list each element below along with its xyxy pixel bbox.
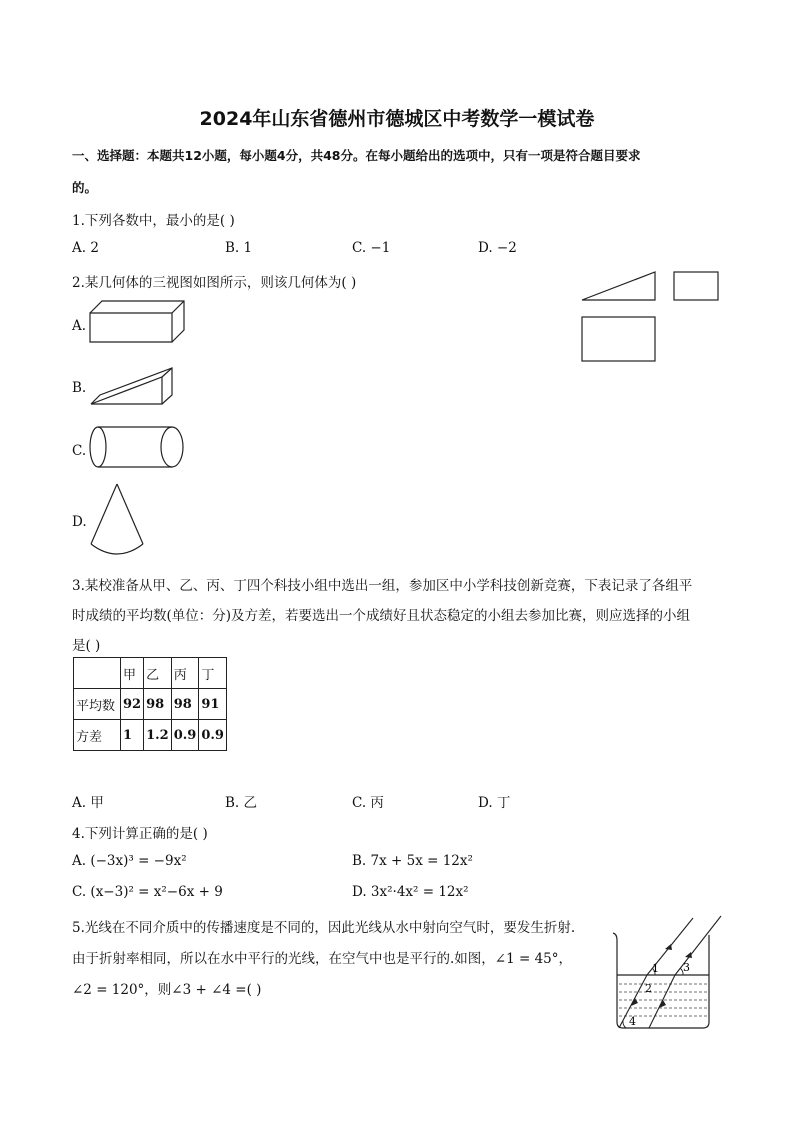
q5-stem-line3: ∠2 = 120°，则∠3 + ∠4 =( ) — [72, 982, 262, 998]
cuboid-figure — [88, 299, 188, 345]
q4-option-b: B. 7x + 5x = 12x² — [352, 853, 473, 869]
triangular-prism-figure — [88, 364, 180, 408]
q3-option-c: C. 丙 — [352, 795, 384, 811]
q1-option-b: B. 1 — [225, 240, 253, 256]
page-title: 2024年山东省德州市德城区中考数学一模试卷 — [199, 108, 595, 130]
table-cell: 91 — [199, 689, 227, 720]
q2-option-a: A. — [72, 318, 87, 334]
score-table — [73, 657, 227, 751]
top-view-rect — [582, 317, 655, 361]
table-cell: 92 — [121, 689, 144, 720]
table-cell: 甲 — [121, 658, 144, 689]
table-cell — [74, 658, 121, 689]
q1-option-d: D. −2 — [478, 240, 517, 256]
table-cell: 1.2 — [144, 720, 172, 751]
table-row — [74, 689, 227, 720]
table-cell: 乙 — [144, 658, 172, 689]
table-row — [74, 658, 227, 689]
q4-stem: 4.下列计算正确的是( ) — [72, 826, 208, 842]
q2-option-c: C. — [72, 443, 87, 459]
table-cell: 丁 — [199, 658, 227, 689]
cone-figure — [88, 482, 148, 558]
section-heading-line1: 一、选择题：本题共12小题，每小题4分，共48分。在每小题给出的选项中，只有一项是符合题目要求 — [72, 148, 641, 163]
front-view-triangle — [582, 272, 655, 300]
angle-label-1: 1 — [652, 962, 659, 975]
q3-option-b: B. 乙 — [225, 795, 258, 811]
table-cell: 丙 — [171, 658, 199, 689]
q1-stem: 1.下列各数中，最小的是( ) — [72, 213, 235, 229]
q2-stem: 2.某几何体的三视图如图所示，则该几何体为( ) — [72, 275, 357, 291]
angle-label-3: 3 — [683, 961, 690, 974]
table-row — [74, 720, 227, 751]
angle-label-4: 4 — [629, 1015, 636, 1028]
q2-option-d: D. — [72, 514, 87, 530]
q3-stem-line2: 时成绩的平均数(单位：分)及方差，若要选出一个成绩好且状态稳定的小组去参加比赛，则应选择的小组 — [72, 608, 691, 624]
side-view-rect — [674, 272, 718, 300]
q3-stem-line3: 是( ) — [72, 638, 101, 654]
cylinder-figure — [88, 425, 188, 471]
q5-stem-line2: 由于折射率相同，所以在水中平行的光线，在空气中也是平行的.如图，∠1 = 45°， — [72, 951, 573, 967]
table-cell: 0.9 — [199, 720, 227, 751]
q1-option-a: A. 2 — [72, 240, 99, 256]
table-cell: 98 — [144, 689, 172, 720]
table-cell: 98 — [171, 689, 199, 720]
q3-option-d: D. 丁 — [478, 795, 511, 811]
q2-option-b: B. — [72, 380, 87, 396]
table-cell: 0.9 — [171, 720, 199, 751]
angle-label-2: 2 — [645, 982, 652, 995]
q4-option-c: C. (x−3)² = x²−6x + 9 — [72, 884, 223, 900]
table-cell: 方差 — [74, 720, 121, 751]
q3-stem-line1: 3.某校准备从甲、乙、丙、丁四个科技小组中选出一组，参加区中小学科技创新竞赛，下表记录了各组平 — [72, 578, 693, 594]
three-view-figure — [578, 268, 723, 366]
q3-option-a: A. 甲 — [72, 795, 104, 811]
table-cell: 平均数 — [74, 689, 121, 720]
table-cell: 1 — [121, 720, 144, 751]
q1-option-c: C. −1 — [352, 240, 391, 256]
q4-option-a: A. (−3x)³ = −9x² — [72, 853, 187, 869]
q5-stem-line1: 5.光线在不同介质中的传播速度是不同的，因此光线从水中射向空气时，要发生折射. — [72, 920, 576, 936]
section-heading-line2: 的。 — [72, 180, 98, 195]
q4-option-d: D. 3x²·4x² = 12x² — [352, 884, 469, 900]
refraction-beaker-figure — [605, 908, 730, 1033]
